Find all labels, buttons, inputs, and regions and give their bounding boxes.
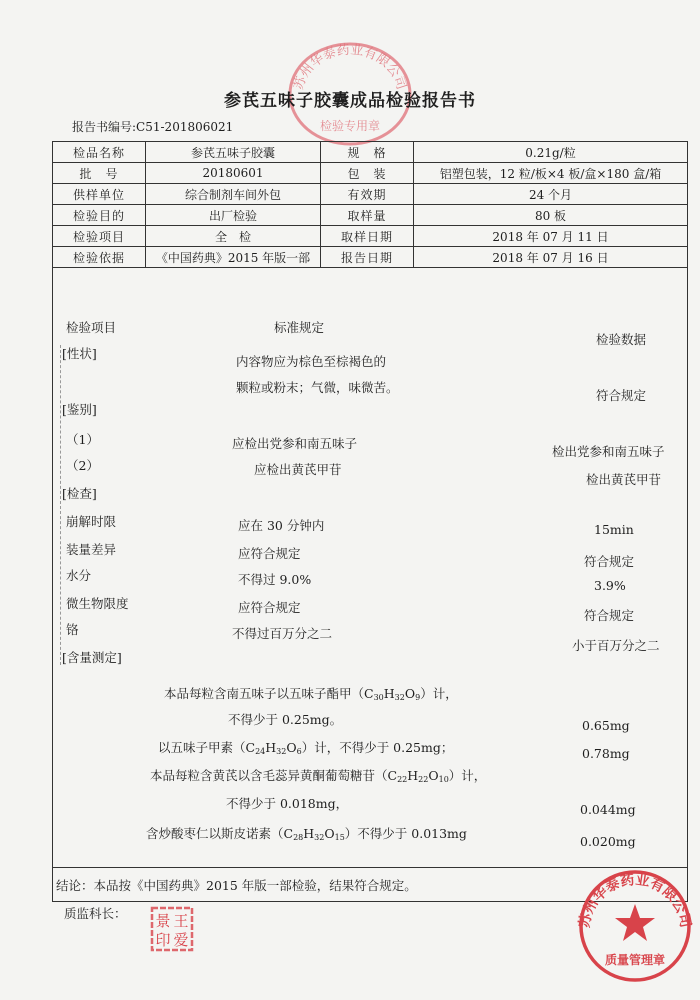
identification-standard-2: 应检出黄芪甲苷 — [254, 462, 342, 477]
spec: 0.21g/粒 — [414, 142, 688, 163]
inspection-standard: 应符合规定 — [238, 546, 301, 561]
identification-result-1: 检出党参和南五味子 — [552, 444, 665, 459]
section-character: [性状] — [62, 346, 97, 361]
svg-text:苏州华泰药业有限公司: 苏州华泰药业有限公司 — [291, 42, 409, 92]
assay-result-1: 0.65mg — [582, 718, 630, 733]
inspection-result: 3.9% — [594, 578, 626, 593]
supplier-label: 供样单位 — [53, 184, 146, 205]
inspection-result: 符合规定 — [584, 554, 635, 569]
assay-line-2: 不得少于 0.25mg。 — [228, 712, 343, 727]
identification-no-1: （1） — [66, 432, 99, 447]
report-number: 报告书编号:C51-201806021 — [72, 120, 234, 134]
inspection-standard: 应在 30 分钟内 — [238, 518, 325, 533]
svg-text:景: 景 — [155, 912, 171, 930]
basis-label: 检验依据 — [53, 247, 146, 268]
validity: 24 个月 — [414, 184, 688, 205]
supplier: 综合制剂车间外包 — [146, 184, 321, 205]
sample-date: 2018 年 07 月 11 日 — [414, 226, 688, 247]
col-item-header: 检验项目 — [66, 320, 117, 335]
package-label: 包 装 — [321, 163, 414, 184]
col-standard-header: 标准规定 — [274, 320, 325, 335]
meta-table — [52, 141, 688, 268]
col-data-header: 检验数据 — [596, 332, 647, 347]
svg-text:检验专用章: 检验专用章 — [319, 119, 381, 133]
report-date: 2018 年 07 月 16 日 — [414, 247, 688, 268]
inspection-item: 崩解时限 — [66, 514, 117, 529]
star-icon — [615, 904, 655, 941]
assay-result-3: 0.044mg — [580, 802, 636, 817]
name-seal — [150, 906, 194, 952]
section-guide — [60, 345, 63, 665]
assay-line-6: 含炒酸枣仁以斯皮诺素$(C_{28}H_{32}O_{15})$不得少于 0.013mg — [146, 826, 467, 842]
assay-result-4: 0.020mg — [580, 834, 636, 849]
assay-result-2: 0.78mg — [582, 746, 630, 761]
identification-standard-1: 应检出党参和南五味子 — [232, 436, 358, 451]
character-standard-1: 内容物应为棕色至棕褐色的 — [236, 354, 387, 369]
svg-text:质量管理章: 质量管理章 — [604, 953, 666, 967]
assay-line-1: 本品每粒含南五味子以五味子酯甲$(C_{30}H_{32}O_9)$计， — [164, 686, 458, 702]
quantity-label: 取样量 — [321, 205, 414, 226]
quality-stamp — [574, 860, 696, 986]
inspection-result: 小于百万分之二 — [572, 638, 660, 653]
inspection-standard: 不得过 9.0% — [238, 572, 312, 587]
svg-text:苏州华泰药业有限公司: 苏州华泰药业有限公司 — [576, 872, 694, 930]
validity-label: 有效期 — [321, 184, 414, 205]
identification-result-2: 检出黄芪甲苷 — [586, 472, 662, 487]
item-label: 检验项目 — [53, 226, 146, 247]
batch-label: 批 号 — [53, 163, 146, 184]
character-result: 符合规定 — [596, 388, 647, 403]
section-identification: [鉴别] — [62, 402, 97, 417]
sample-name: 参芪五味子胶囊 — [146, 142, 321, 163]
package: 铝塑包装，12 粒/板×4 板/盒×180 盒/箱 — [414, 163, 688, 184]
assay-line-5: 不得少于 0.018mg， — [226, 796, 349, 811]
inspection-item: 铬 — [66, 622, 79, 637]
inspection-item: 水分 — [66, 568, 92, 583]
report-date-label: 报告日期 — [321, 247, 414, 268]
svg-text:印: 印 — [155, 931, 171, 949]
sample-name-label: 检品名称 — [53, 142, 146, 163]
section-assay: [含量测定] — [62, 650, 122, 665]
conclusion: 结论：本品按《中国药典》2015 年版一部检验，结果符合规定。 — [56, 878, 417, 893]
basis: 《中国药典》2015 年版一部 — [146, 247, 321, 268]
purpose-label: 检验目的 — [53, 205, 146, 226]
sample-date-label: 取样日期 — [321, 226, 414, 247]
assay-line-4: 本品每粒含黄芪以含毛蕊异黄酮葡萄糖苷$(C_{22}H_{22}O_{10})$计， — [150, 768, 487, 784]
inspection-item: 装量差异 — [66, 542, 117, 557]
item: 全 检 — [146, 226, 321, 247]
identification-no-2: （2） — [66, 458, 99, 473]
report-title: 参芪五味子胶囊成品检验报告书 — [224, 91, 476, 111]
section-inspection: [检查] — [62, 486, 97, 501]
svg-text:王: 王 — [173, 912, 189, 930]
quantity: 80 板 — [414, 205, 688, 226]
inspection-standard: 不得过百万分之二 — [232, 626, 333, 641]
spec-label: 规 格 — [321, 142, 414, 163]
svg-text:爱: 爱 — [173, 931, 189, 949]
purpose: 出厂检验 — [146, 205, 321, 226]
batch: 20180601 — [146, 163, 321, 184]
character-standard-2: 颗粒或粉末；气微，味微苦。 — [236, 380, 399, 395]
assay-line-3: 以五味子甲素$(C_{24}H_{32}O_6)$计，不得少于 0.25mg； — [158, 740, 454, 756]
inspection-standard: 应符合规定 — [238, 600, 301, 615]
head-signature-label: 质监科长： — [64, 906, 127, 921]
inspection-result: 符合规定 — [584, 608, 635, 623]
inspection-item: 微生物限度 — [66, 596, 129, 611]
inspection-result: 15min — [594, 522, 634, 537]
